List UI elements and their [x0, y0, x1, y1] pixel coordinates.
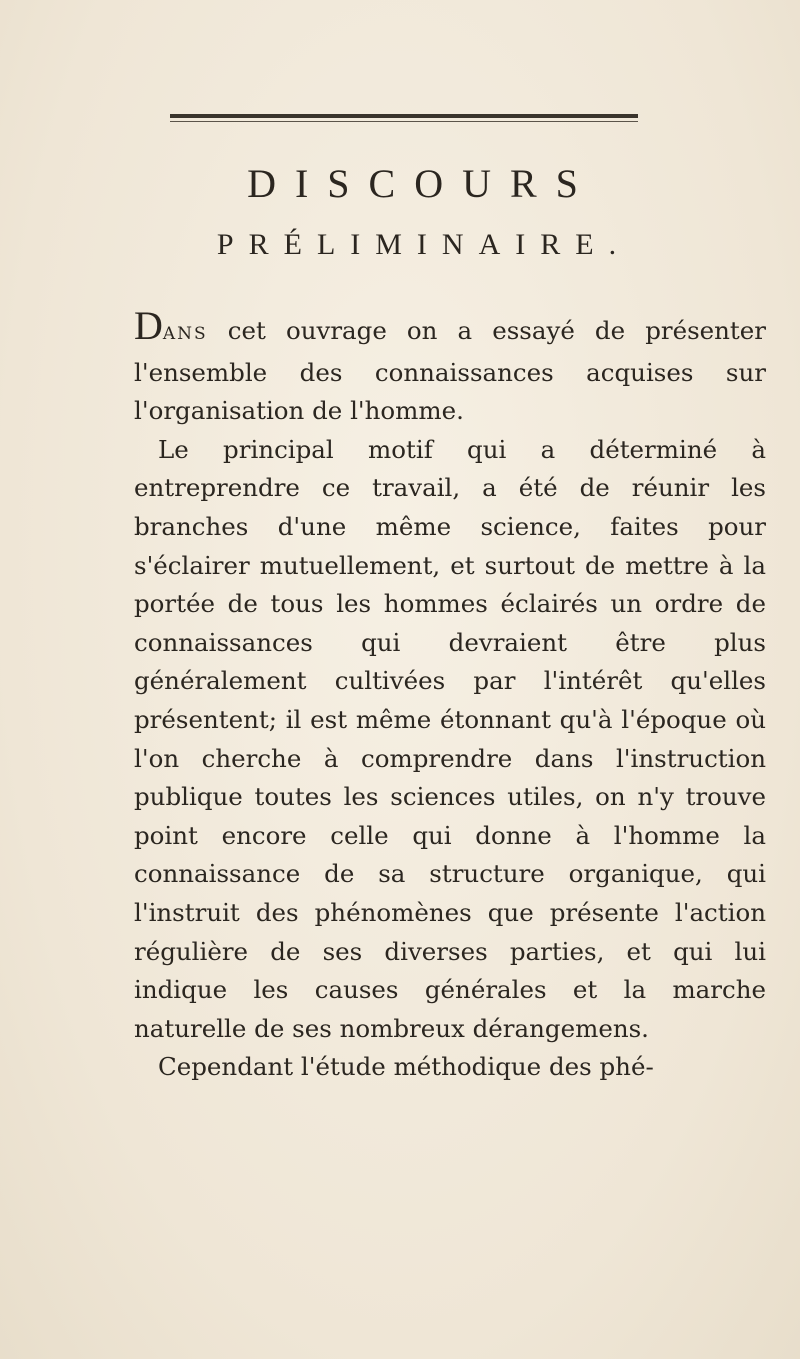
- small-caps-word: ANS: [162, 324, 208, 344]
- header-rule-thick: [170, 114, 638, 118]
- paragraph-3: Cependant l'étude méthodique des phé-: [158, 1052, 654, 1082]
- paragraph-1-text: cet ouvrage on a essayé de présenter l'ensemble des connaissances acquises sur l'organisation de l'homme.: [134, 316, 766, 426]
- paragraph-2: Le principal motif qui a déterminé à entreprendre ce travail, a été de réunir les branches d'une même science, faites pour s'éclairer mutuellement, et surtout de mettre à la portée de tous les hommes éclairés un ordre de connaissances qui devraient être plus généralement cultivées par l'intérêt qu'elles présentent; il est même étonnant qu'à l'époque où l'on cherche à comprendre dans l'instruction publique toutes les sciences utiles, on n'y trouve point encore celle qui donne à l'homme la connaissance de sa structure organique, qui l'instruit des phénomènes que présente l'action régulière de ses diverses parties, et qui lui indique les causes générales et la marche naturelle de ses nombreux dérangemens.: [134, 434, 766, 1043]
- page-subtitle: PRÉLIMINAIRE.: [216, 228, 632, 261]
- drop-cap: D: [134, 303, 163, 348]
- header-rule-thin: [170, 121, 638, 122]
- paragraph-1: [134, 303, 766, 431]
- body-text: [134, 303, 766, 1087]
- page-title: DISCOURS: [247, 161, 597, 206]
